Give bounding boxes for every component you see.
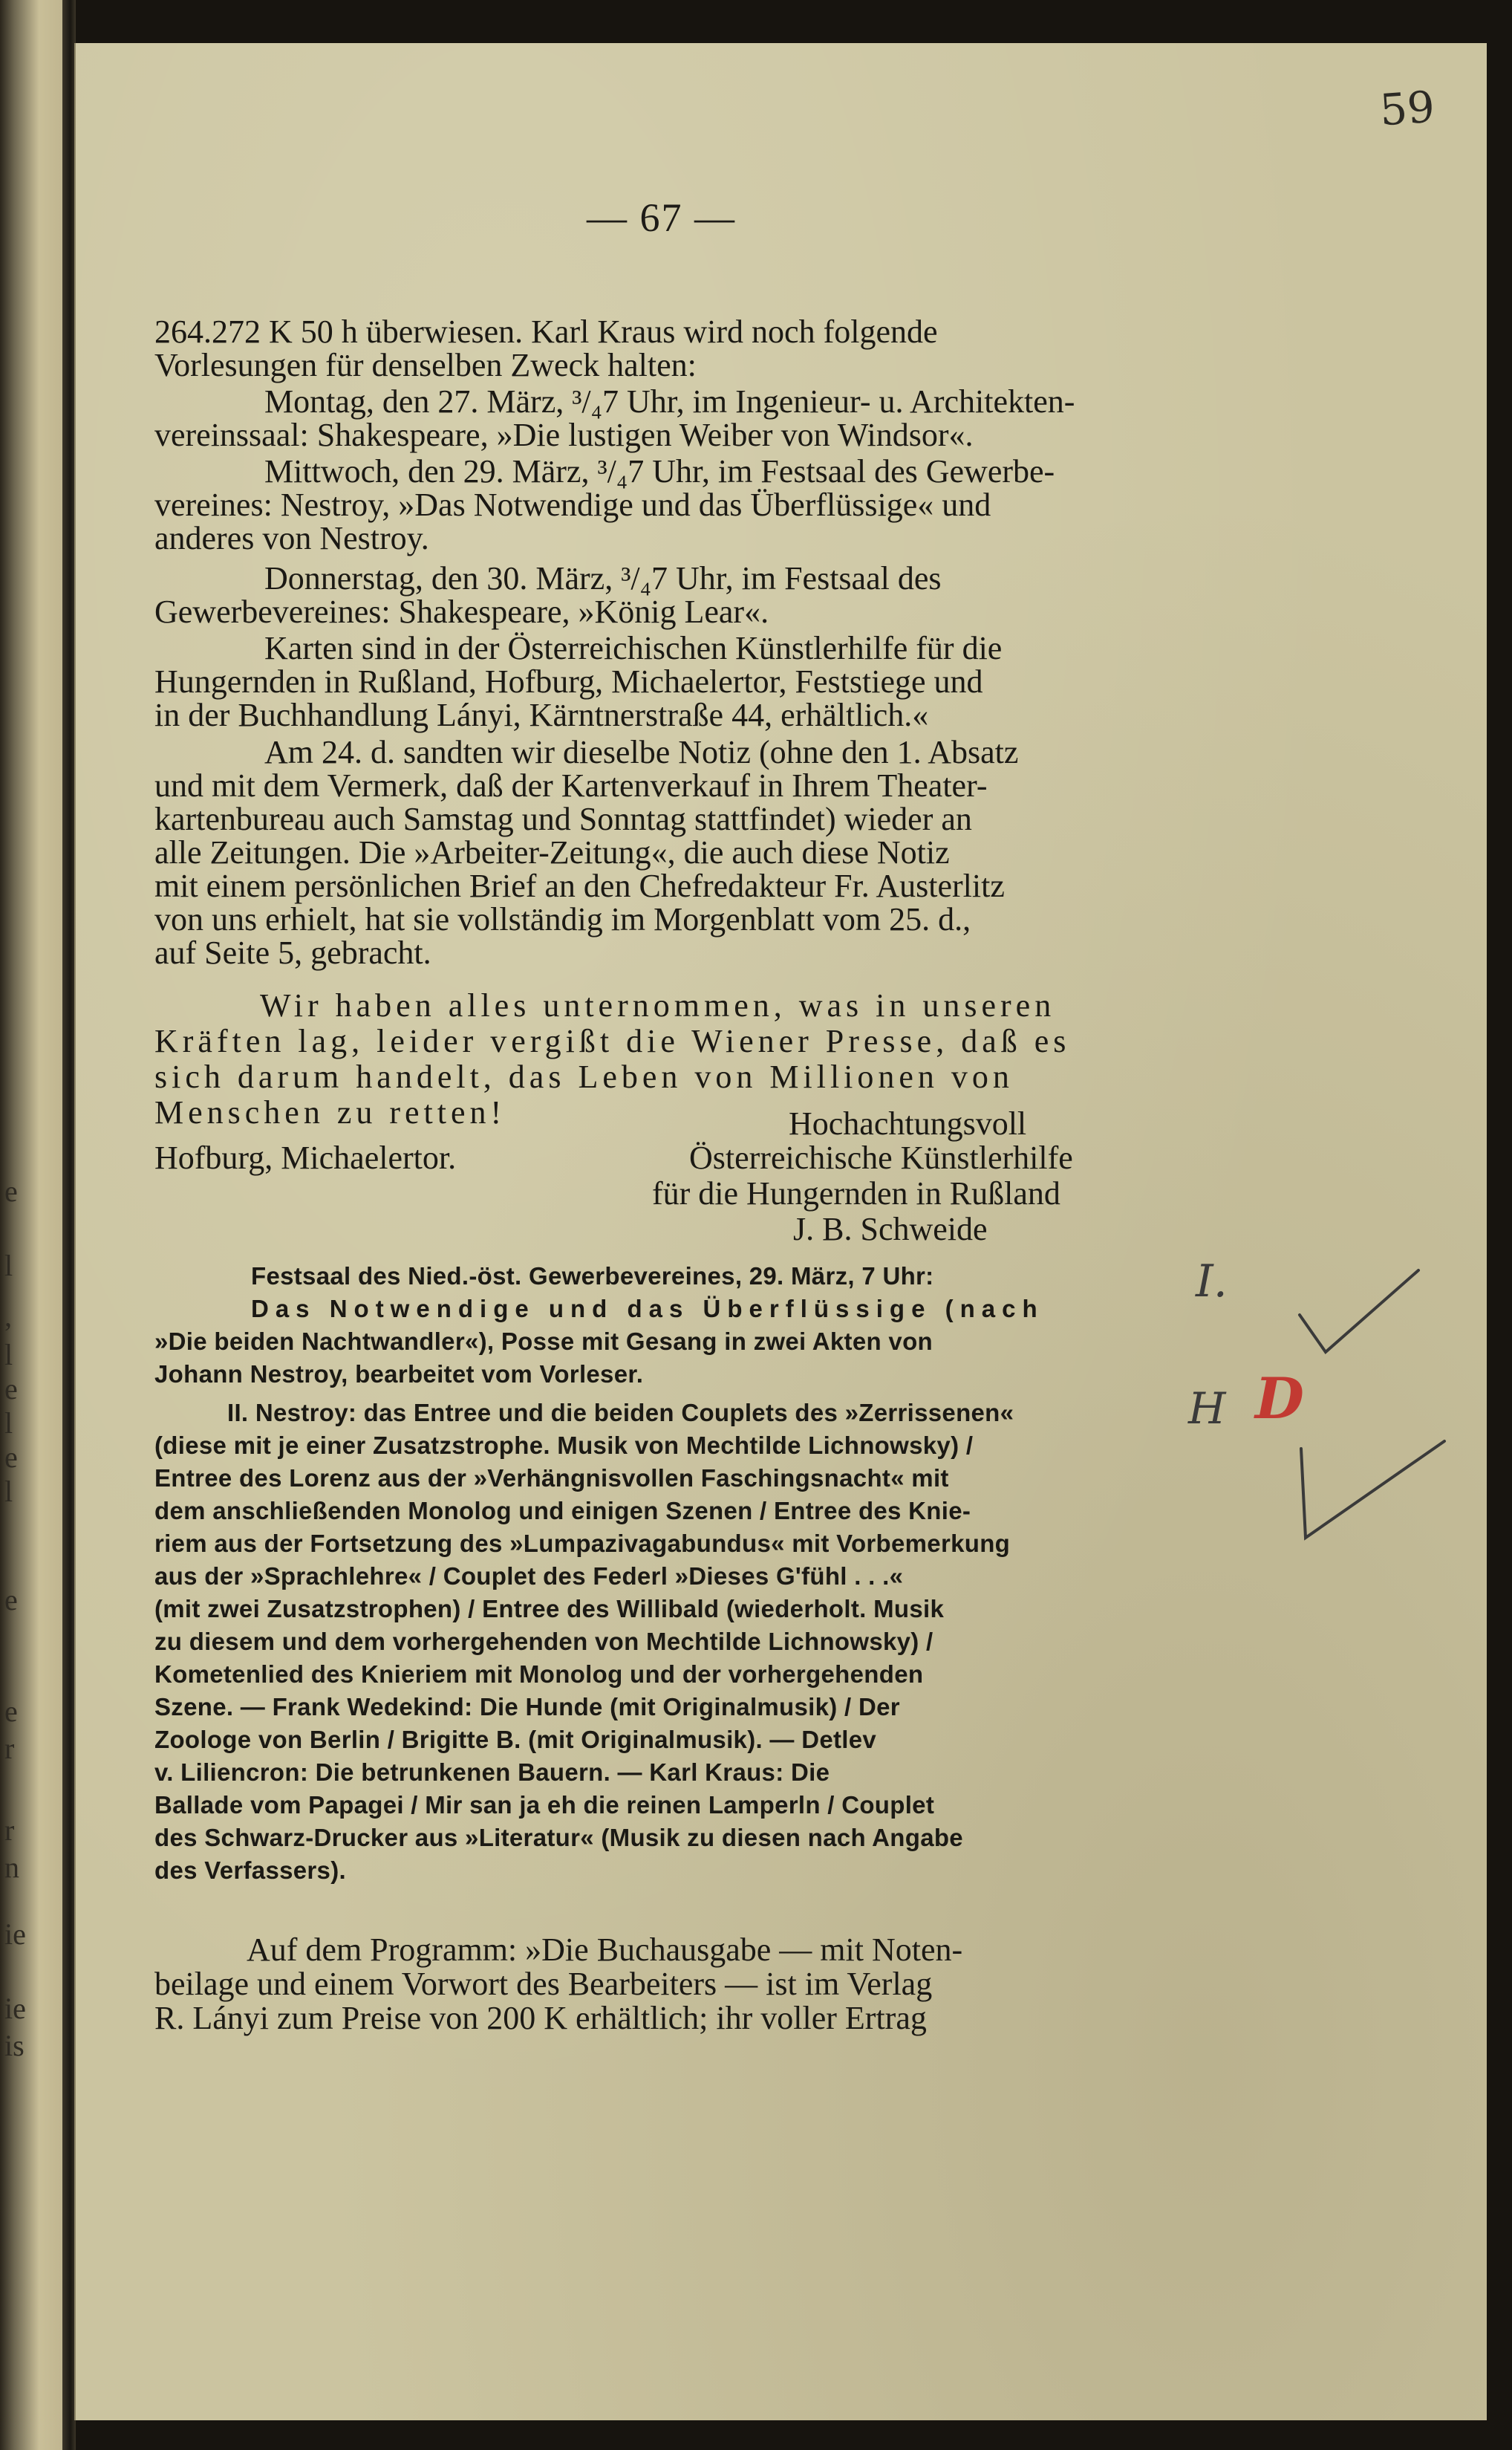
previous-page-fragment: l: [4, 1406, 13, 1440]
program-line: des Verfassers).: [154, 1856, 346, 1884]
body-line: Mittwoch, den 29. März, ³/₄7 Uhr, im Festsaal des Gewerbe-: [264, 453, 1055, 490]
pencil-annotation-h: [1188, 1383, 1226, 1434]
body-line: 264.272 K 50 h überwiesen. Karl Kraus wird noch folgende: [154, 313, 938, 350]
pencil-mark-roman: I.: [1196, 1255, 1228, 1307]
program-line: aus der »Sprachlehre« / Couplet des Federl »Dieses G'fühl . . .«: [154, 1562, 904, 1590]
pencil-checkmark-bottom: [1292, 1434, 1456, 1545]
previous-page-fragment: ,: [4, 1299, 12, 1333]
program-line: (diese mit je einer Zusatzstrophe. Musik von Mechtilde Lichnowsky) /: [154, 1432, 974, 1459]
body-line: von uns erhielt, hat sie vollständig im Morgenblatt vom 25. d.,: [154, 901, 971, 938]
spaced-line: Menschen zu retten!: [154, 1094, 506, 1131]
body-line: Am 24. d. sandten wir dieselbe Notiz (ohne den 1. Absatz: [264, 734, 1019, 770]
program-line: Kometenlied des Knieriem mit Monolog und der vorhergehenden: [154, 1660, 924, 1688]
previous-page-fragment: r: [4, 1813, 15, 1847]
body-line: Hungernden in Rußland, Hofburg, Michaelertor, Feststiege und: [154, 663, 983, 700]
previous-page-fragment: e: [4, 1440, 18, 1474]
spaced-line: Kräften lag, leider vergißt die Wiener Presse, daß es: [154, 1023, 1071, 1059]
body-line: anderes von Nestroy.: [154, 520, 429, 556]
program-line: v. Liliencron: Die betrunkenen Bauern. — Karl Kraus: Die: [154, 1758, 830, 1786]
body-line: mit einem persönlichen Brief an den Chefredakteur Fr. Austerlitz: [154, 868, 1005, 904]
body-line: Donnerstag, den 30. März, ³/₄7 Uhr, im Festsaal des: [264, 560, 942, 597]
page-number: — 67 —: [587, 195, 736, 240]
previous-page-fragment: r: [4, 1732, 15, 1765]
signature-name: J. B. Schweide: [793, 1211, 988, 1247]
body-line: beilage und einem Vorwort des Bearbeiters — ist im Verlag: [154, 1966, 933, 2002]
body-line: Montag, den 27. März, ³/₄7 Uhr, im Ingenieur- u. Architekten-: [264, 383, 1075, 420]
previous-page-fragment: e: [4, 1174, 18, 1208]
body-line: vereinssaal: Shakespeare, »Die lustigen Weiber von Windsor«.: [154, 417, 974, 453]
body-line: R. Lányi zum Preise von 200 K erhältlich; ihr voller Ertrag: [154, 2000, 927, 2036]
program-line: Das Notwendige und das Überflüssige (nach: [251, 1295, 1044, 1322]
red-pencil-mark: D: [1255, 1365, 1304, 1432]
program-line: Ballade vom Papagei / Mir san ja eh die reinen Lamperln / Couplet: [154, 1791, 935, 1819]
program-line: (mit zwei Zusatzstrophen) / Entree des Willibald (wiederholt. Musik: [154, 1595, 945, 1622]
program-line: II. Nestroy: das Entree und die beiden Couplets des »Zerrissenen«: [227, 1399, 1014, 1426]
body-line: Gewerbevereines: Shakespeare, »König Lear«.: [154, 594, 769, 630]
body-line: auf Seite 5, gebracht.: [154, 935, 431, 971]
handwritten-folio-number: 59: [1378, 81, 1437, 136]
previous-page-fragment: l: [4, 1338, 13, 1371]
previous-page-fragment: l: [4, 1475, 13, 1508]
sender-address: Hofburg, Michaelertor.: [154, 1140, 457, 1176]
pencil-checkmark-top: [1292, 1263, 1426, 1359]
organization-name: Österreichische Künstlerhilfe: [689, 1140, 1073, 1176]
body-line: Auf dem Programm: »Die Buchausgabe — mit Noten-: [247, 1931, 963, 1968]
program-line: zu diesem und dem vorhergehenden von Mechtilde Lichnowsky) /: [154, 1628, 933, 1655]
spaced-line: sich darum handelt, das Leben von Millionen von: [154, 1059, 1014, 1095]
body-line: und mit dem Vermerk, daß der Kartenverkauf in Ihrem Theater-: [154, 767, 988, 804]
program-line: Entree des Lorenz aus der »Verhängnisvollen Faschingsnacht« mit: [154, 1464, 949, 1492]
closing-greeting: Hochachtungsvoll: [789, 1105, 1027, 1142]
previous-page-fragment: e: [4, 1372, 18, 1406]
program-line: dem anschließenden Monolog und einigen Szenen / Entree des Knie-: [154, 1497, 971, 1524]
body-line: Karten sind in der Österreichischen Künstlerhilfe für die: [264, 630, 1003, 666]
red-pencil-annotation: [1255, 1365, 1304, 1432]
body-line: alle Zeitungen. Die »Arbeiter-Zeitung«, die auch diese Notiz: [154, 834, 950, 871]
program-line: »Die beiden Nachtwandler«), Posse mit Gesang in zwei Akten von: [154, 1328, 933, 1355]
program-line: Zoologe von Berlin / Brigitte B. (mit Originalmusik). — Detlev: [154, 1726, 877, 1753]
pencil-mark-h: H: [1188, 1383, 1226, 1434]
spaced-line: Wir haben alles unternommen, was in unseren: [260, 987, 1056, 1024]
previous-page-fragment: is: [4, 2029, 25, 2062]
body-line: kartenbureau auch Samstag und Sonntag stattfindet) wieder an: [154, 801, 972, 837]
organization-name-line2: für die Hungernden in Rußland: [652, 1175, 1060, 1212]
body-line: in der Buchhandlung Lányi, Kärntnerstraße 44, erhältlich.«: [154, 697, 929, 733]
program-line: Szene. — Frank Wedekind: Die Hunde (mit Originalmusik) / Der: [154, 1693, 900, 1720]
previous-page-fragment: n: [4, 1851, 19, 1884]
previous-page-fragment: e: [4, 1583, 18, 1616]
previous-page-fragment: e: [4, 1694, 18, 1728]
body-line: vereines: Nestroy, »Das Notwendige und das Überflüssige« und: [154, 487, 991, 523]
pencil-annotation-roman-numeral: [1196, 1255, 1228, 1307]
program-line: Festsaal des Nied.-öst. Gewerbevereines, 29. März, 7 Uhr:: [251, 1262, 934, 1290]
previous-page-fragment: ie: [4, 1917, 26, 1951]
previous-page-fragment: ie: [4, 1992, 26, 2025]
program-line: Johann Nestroy, bearbeitet vom Vorleser.: [154, 1360, 644, 1388]
body-line: Vorlesungen für denselben Zweck halten:: [154, 347, 697, 383]
previous-page-fragments: [0, 0, 71, 2450]
program-line: des Schwarz-Drucker aus »Literatur« (Musik zu diesen nach Angabe: [154, 1824, 963, 1851]
previous-page-fragment: l: [4, 1249, 13, 1282]
program-line: riem aus der Fortsetzung des »Lumpazivagabundus« mit Vorbemerkung: [154, 1530, 1011, 1557]
